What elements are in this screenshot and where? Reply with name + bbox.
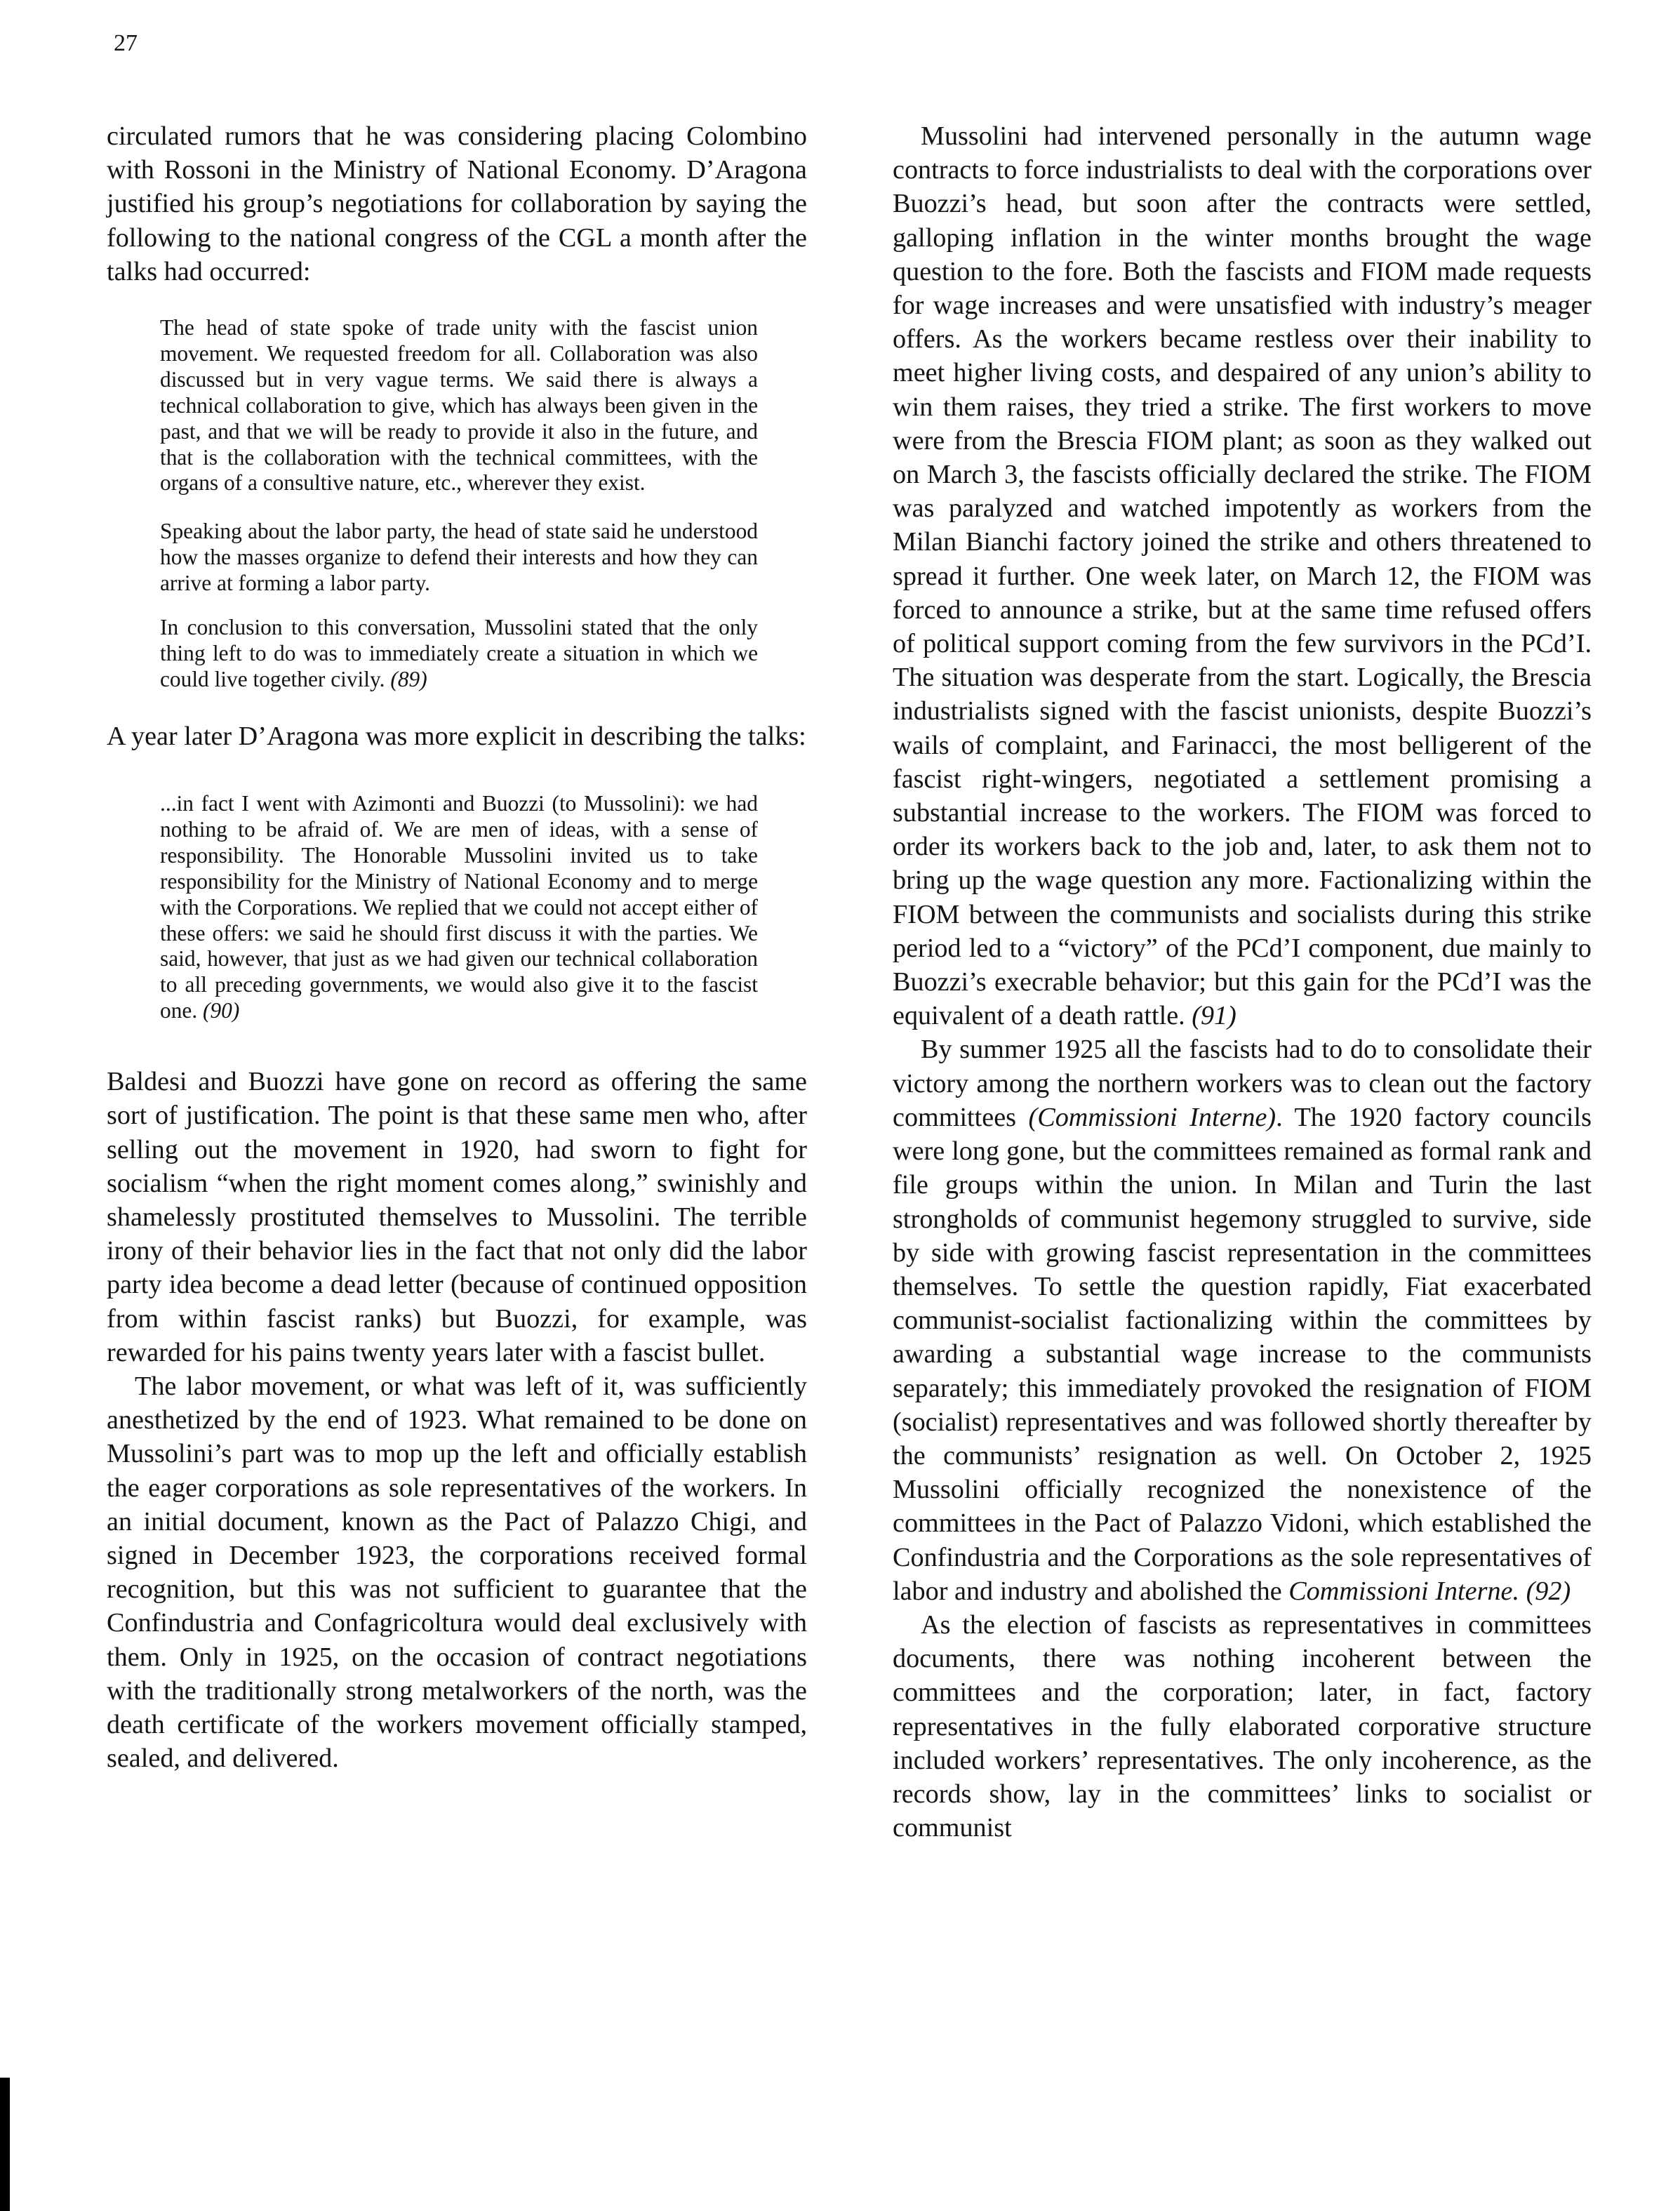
block-quote: The head of state spoke of trade unity with the fascist union movement. We requested freedom for all. Collaboration was also discussed but in very vague terms. We said there is always a technical collaboration to give, which has always been given in the past, and that we will be ready to provide it also in the future, and that is the collaboration with the technical committees, with the organs of a consultive nature, etc., wherever they exist. <box>160 315 758 496</box>
paragraph: As the election of fascists as representatives in committees documents, there was nothing incoherent between the committees and the corporation; later, in fact, factory representatives in the fully elaborated corporative structure included workers’ representatives. The only incoherence, as the records show, lay in the committees’ links to socialist or communist <box>893 1609 1592 1843</box>
paragraph-text: . The 1920 factory councils were long gone, but the committees remained as formal rank and file groups within the union. In Milan and Turin the last strongholds of communist hegemony struggled to survive, side by side with growing fascist representation in the committees themselves. To settle the question rapidly, Fiat exacerbated communist-socialist factionalizing within the committees by awarding a substantial wage increase to the communists separately; this immediately provoked the resignation of FIOM (socialist) representatives and was followed shortly thereafter by the communists’ resignation as well. On October 2, 1925 Mussolini officially recognized the nonexistence of the committees in the Pact of Palazzo Vidoni, which established the Confindustria and the Corporations as the sole representatives of labor and industry and abolished the <box>893 1102 1592 1606</box>
paragraph: Baldesi and Buozzi have gone on record as offering the same sort of justification. The point is that these same men who, after selling out the movement in 1920, had sworn to fight for socialism “when the right moment comes along,” swinishly and shamelessly prostituted themselves to Mussolini. The terrible irony of their behavior lies in the fact that not only did the labor party idea become a dead letter (because of continued opposition from within fascist ranks) but Buozzi, for example, was rewarded for his pains twenty years later with a fascist bullet. <box>107 1067 807 1367</box>
quote-text: ...in fact I went with Azimonti and Buozzi (to Mussolini): we had nothing to be afraid of. We are men of ideas, with a sense of responsibility. The Honorable Mussolini invited us to take responsibility for the Ministry of National Economy and to merge with the Corporations. We replied that we could not accept either of these offers: we said he should first discuss it with the parties. We said, however, that just as we had given our technical collaboration to all preceding governments, we would also give it to the fascist one. <box>160 791 758 1023</box>
paragraph-text: By summer 1925 all the fascists had to do to consolidate their victory among the northern workers was to clean out the factory committees <box>893 1035 1592 1132</box>
scan-shadow <box>0 2078 10 2211</box>
block-quote <box>160 791 758 1024</box>
paragraph <box>893 119 1592 1033</box>
italic-term: (Commissioni Interne) <box>1028 1102 1276 1132</box>
quote-text: In conclusion to this conversation, Mussolini stated that the only thing left to do was to immediately create a situation in which we could live together civily. <box>160 615 758 691</box>
block-quote: Speaking about the labor party, the head of state said he understood how the masses organize to defend their interests and how they can arrive at forming a labor party. <box>160 519 758 596</box>
paragraph-text: Mussolini had intervened personally in the autumn wage contracts to force industrialists to deal with the corporations over Buozzi’s head, but soon after the contracts were settled, galloping inflation in the winter months brought the wage question to the fore. Both the fascists and FIOM made requests for wage increases and were unsatisfied with industry’s meager offers. As the workers became restless over their inability to meet higher living costs, and despaired of any union’s ability to win them raises, they tried a strike. The first workers to move were from the Brescia FIOM plant; as soon as they walked out on March 3, the fascists officially declared the strike. The FIOM was paralyzed and watched impotently as workers from the Milan Bianchi factory joined the strike and others threatened to spread it further. One week later, on March 12, the FIOM was forced to announce a strike, but at the same time refused offers of political support coming from the few survivors in the PCd’I. The situation was desperate from the start. Logically, the Brescia industrialists signed with the fascist unionists, despite Buozzi’s wails of complaint, and Farinacci, the most belligerent of the fascist right-wingers, negotiated a settlement promising a substantial increase to the workers. The FIOM was forced to order its workers back to the job and, later, to ask them not to bring up the wage question any more. Factionalizing within the FIOM between the communists and socialists during this strike period led to a “victory” of the PCd’I component, due mainly to Buozzi’s execrable behavior; but this gain for the PCd’I was the equivalent of a death rattle. <box>893 121 1592 1031</box>
left-column <box>107 119 807 1775</box>
italic-term: Commissioni Interne. <box>1288 1576 1520 1606</box>
paragraph <box>893 1033 1592 1607</box>
paragraph: circulated rumors that he was considering placing Colombino with Rossoni in the Ministry of National Economy. D’Aragona justified his group’s negotiations for collaboration by saying the following to the national congress of the CGL a month after the talks had occurred: <box>107 121 807 286</box>
paragraph: A year later D’Aragona was more explicit in describing the talks: <box>107 721 806 751</box>
citation: (89) <box>390 666 427 691</box>
right-column <box>893 119 1592 1845</box>
page-number: 27 <box>114 30 138 56</box>
citation: (92) <box>1526 1576 1571 1606</box>
citation: (91) <box>1192 1001 1236 1031</box>
citation: (90) <box>203 998 240 1023</box>
block-quote <box>160 615 758 693</box>
paragraph: The labor movement, or what was left of it, was sufficiently anesthetized by the end of 1923. What remained to be done on Mussolini’s part was to mop up the left and officially establish the eager corporations as sole representatives of the workers. In an initial document, known as the Pact of Palazzo Chigi, and signed in December 1923, the corporations received formal recognition, but this was not sufficient to guarantee that the Confindustria and Confagricoltura would deal exclusively with them. Only in 1925, on the occasion of contract negotiations with the traditionally strong metalworkers of the north, was the death certificate of the workers movement officially stamped, sealed, and delivered. <box>107 1371 807 1774</box>
